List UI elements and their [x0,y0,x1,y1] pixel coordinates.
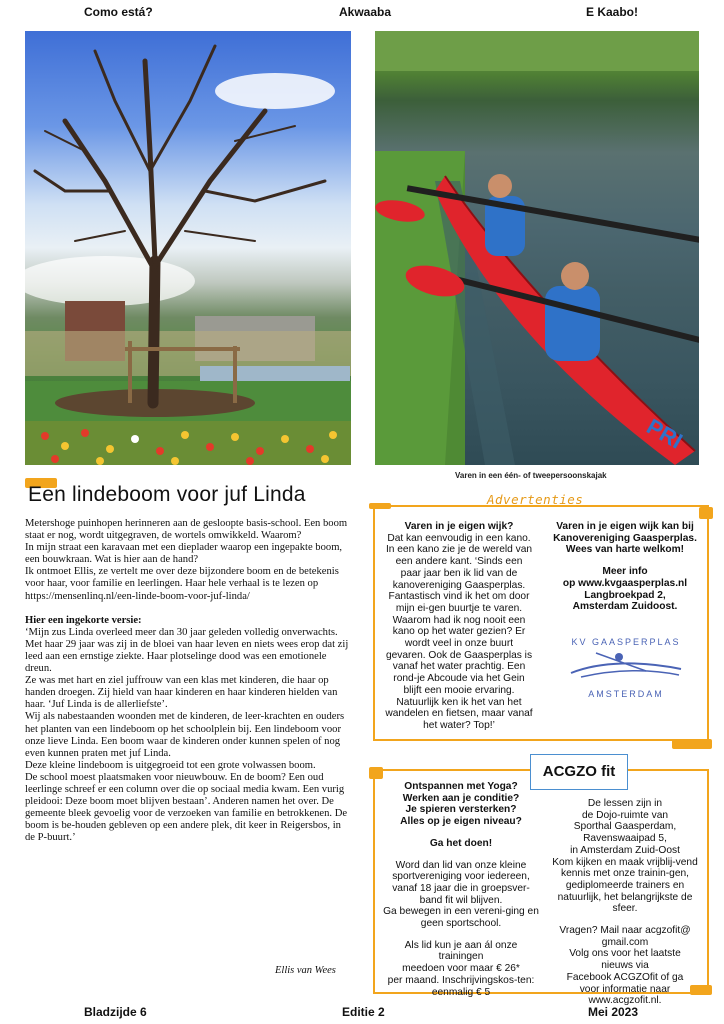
kano-ad [373,505,709,741]
yoga-right-contact: Vragen? Mail naar acgzofit@ gmail.com Volg ons voor het laatste nieuws via Facebook ACGZOfit of ga voor informatie naar www.acgzofit.nl. [559,925,691,1007]
yoga-left-body: Word dan lid van onze kleine sportvereniging voor iedereen, vanaf 18 jaar die in groepsver-band fit wil blijven. Ga bewegen in een vereni-ging en geen sportschool. [383,859,539,930]
kano-logo-top: KV GAASPERPLAS [571,637,681,647]
ads-header: Advertenties [487,492,584,507]
kano-left-title: Varen in je eigen wijk? [404,521,514,532]
kano-right-title: Varen in je eigen wijk kan bij Kanovereniging Gaasperplas. Wees van harte welkom! [553,521,697,556]
kayak-caption: Varen in een één- of tweepersoonskajak [455,471,607,480]
tree-photo [25,31,351,465]
kayak-photo [375,31,699,465]
footer-page: Bladzijde 6 [84,1005,147,1019]
kano-right-info: Meer info op www.kvgaasperplas.nl Langbroekpad 2, Amsterdam Zuidoost. [562,566,688,613]
tree-illustration [25,31,351,465]
kano-logo-bottom: AMSTERDAM [588,689,664,699]
acgzo-fit-logo: ACGZO fit [530,754,628,790]
header-right: E Kaabo! [586,5,639,19]
article-intro: Metershoge puinhopen herinneren aan de gesloopte basis-school. Een boom staat er nog, wordt uitgegraven, de wortels omwikkeld. Waarom? In mijn straat een karavaan met een dieplader waarop een ingepakte boom, een bouwkraan. Wat is hier aan de hand? Ik ontmoet Ellis, ze vertelt me over deze bijzondere boom en de betekenis voor haar, voor familie en leerlingen. Haar hele verhaal is te lezen op https://mensenlinq.nl/een-linde-boom-voor-juf-linda/ [25,518,348,602]
kv-gaasperplas-logo [561,625,691,703]
kayak-boat-text: PRI [642,413,687,454]
yoga-left-title: Ontspannen met Yoga? Werken aan je conditie? Je spieren versterken? Alles op je eigen niveau? [400,781,522,828]
kayak-illustration [375,31,699,465]
article-body [25,518,351,844]
kano-left-body: Dat kan eenvoudig in een kano. In een kano zie je de wereld van een andere kant. ‘Sinds een paar jaar ben ik lid van de kanovereniging Gaasperplas. Fantastisch vind ik het om door mijn ei-gen buurtje te varen. Waarom had ik nog nooit een kano op het water gezien? Er wordt veel in onze buurt gevaren. Ook de Gaasperplas is vanaf het water prachtig. Een rond-je Abcoude via het Gein blijft een mooie ervaring. Natuurlijk ken ik het van het wandelen en fietsen, maar vanaf het water? Top!’ [385,532,533,731]
header-center: Akwaaba [339,5,392,19]
article-text: ‘Mijn zus Linda overleed meer dan 30 jaar geleden volledig onverwachts. Met haar 29 jaar was zij in de bloei van haar leven en niets wees erop dat zij leed aan een ernstige ziekte. Haar plotselinge dood was een emotionele dreun. Ze was met hart en ziel juffrouw van een klas met kinderen, die haar op handen droegen. Zij hield van haar kinderen en haar kinderen hielden van haar. ‘Juf Linda is de allerliefste’. Wij als nabestaanden woonden met de kinderen, de leer-krachten en ouders het planten van een lindeboom op het schoolplein bij. Een lindeboom voor onze lieve Linda. Een boom waar de kinderen onder kunnen spelen of nog even kunnen praten met juf Linda. Deze kleine lindeboom is uitgegroeid tot een grote volwassen boom. De school moest plaatsmaken voor nieuwbouw. En de boom? Een oud leerlinge schreef er een column over die op sociaal media kwam. Een vurig pleidooi: Deze boom moet blijven bestaan’. Anderen namen het over. De gemeente bleek gevoelig voor de verzoeken van familie en betrokkenen. De boom is be-houden gebleven op een andere plek, dit keer in Reigersbos, in de P-buurt.’ [25,626,349,844]
footer-edition: Editie 2 [342,1005,385,1019]
yoga-left-price: Als lid kun je aan ál onze trainingen meedoen voor maar € 26* per maand. Inschrijvingskos-ten: eenmalig € 5 [387,939,535,998]
article-subhead: Hier een ingekorte versie: [25,614,142,626]
article-title: Een lindeboom voor juf Linda [28,483,306,506]
article-author: Ellis van Wees [275,965,336,976]
yoga-left-cta: Ga het doen! [429,837,493,849]
yoga-right-body: De lessen zijn in de Dojo-ruimte van Sporthal Gaasperdam, Ravenswaaipad 5, in Amsterdam Zuid-Oost Kom kijken en maak vrijblij-vend kennis met onze trainin-gen, gediplomeerde trainers en natuurlijk, het belangrijkste de sfeer. [552,798,698,915]
footer-date: Mei 2023 [588,1005,639,1019]
yoga-ad [373,769,709,1007]
header-left: Como está? [84,5,153,19]
